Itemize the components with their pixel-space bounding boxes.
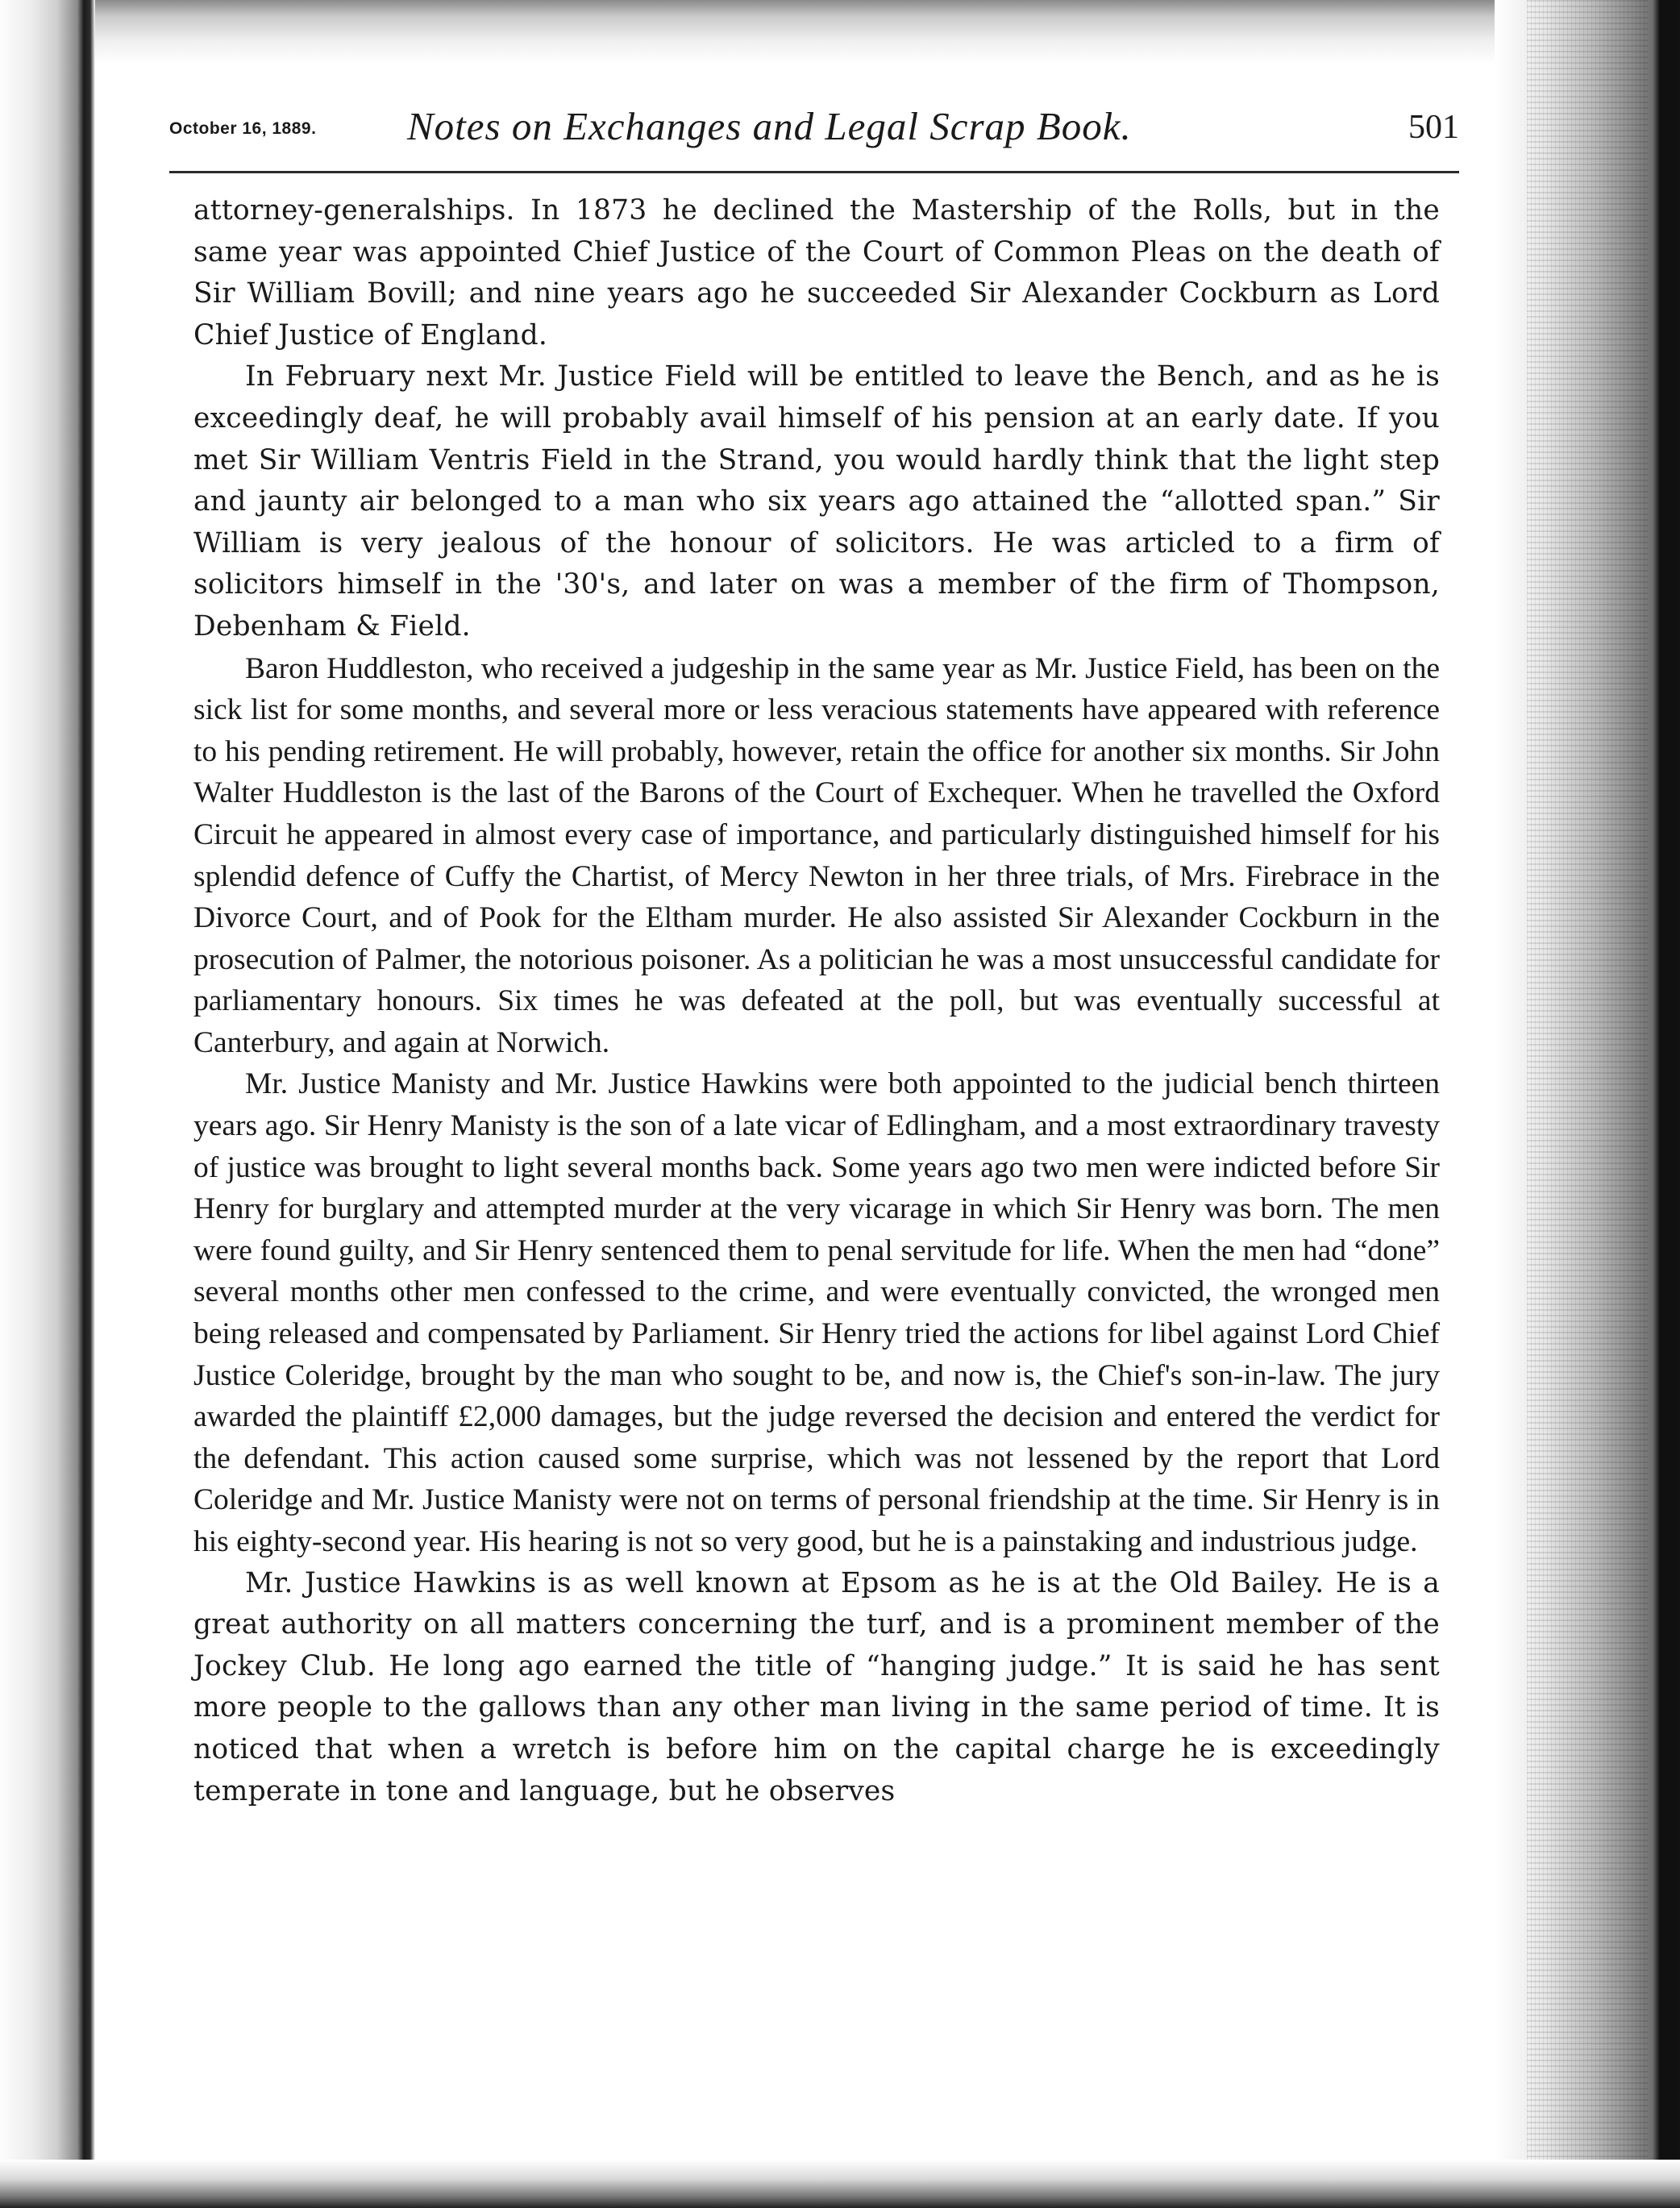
page-number: 501 <box>1408 109 1459 146</box>
running-head <box>169 103 1459 152</box>
paragraph-4: Mr. Justice Manisty and Mr. Justice Hawkins were both appointed to the judicial bench thirteen years ago. Sir Henry Manisty is the son of a late vicar of Edlingham, and a most extraordinary travesty of justice was brought to light several months back. Some years ago two men were indicted before Sir Henry for burglary and attempted murder at the very vicarage in which Sir Henry was born. The men were found guilty, and Sir Henry sentenced them to penal servitude for life. When the men had “done” several months other men confessed to the crime, and were eventually convicted, the wronged men being released and compensated by Parliament. Sir Henry tried the actions for libel against Lord Chief Justice Coleridge, brought by the man who sought to be, and now is, the Chief's son-in-law. The jury awarded the plaintiff £2,000 damages, but the judge reversed the decision and entered the verdict for the defendant. This action caused some surprise, which was not lessened by the report that Lord Coleridge and Mr. Justice Manisty were not on terms of personal friendship at the time. Sir Henry is in his eighty-second year. His hearing is not so very good, but he is a painstaking and industrious judge. <box>193 1067 1440 1558</box>
scan-right-speckle <box>1527 0 1648 2208</box>
scan-bottom-edge <box>0 2160 1680 2208</box>
publication-title: Notes on Exchanges and Legal Scrap Book. <box>407 104 1132 148</box>
scan-top-edge <box>0 0 1680 64</box>
paragraph-3: Baron Huddleston, who received a judgeship in the same year as Mr. Justice Field, has been on the sick list for some months, and several more or less veracious statements have appeared with reference to his pending retirement. He will probably, however, retain the office for another six months. Sir John Walter Huddleston is the last of the Barons of the Court of Exchequer. When he travelled the Oxford Circuit he appeared in almost every case of importance, and particularly distinguished himself for his splendid defence of Cuffy the Chartist, of Mercy Newton in her three trials, of Mrs. Firebrace in the Divorce Court, and of Pook for the Eltham murder. He also assisted Sir Alexander Cockburn in the prosecution of Palmer, the notorious poisoner. As a politician he was a most unsuccessful candidate for parliamentary honours. Six times he was defeated at the poll, but was eventually successful at Canterbury, and again at Norwich. <box>193 651 1440 1059</box>
paragraph-1: attorney-generalships. In 1873 he declined the Mastership of the Rolls, but in the same year was appointed Chief Justice of the Court of Common Pleas on the death of Sir William Bovill; and nine years ago he succeeded Sir Alexander Cockburn as Lord Chief Justice of England. <box>193 194 1440 351</box>
header-rule <box>169 171 1459 173</box>
scan-left-edge <box>0 0 95 2208</box>
article-body <box>193 190 1440 1812</box>
issue-date: October 16, 1889. <box>169 119 317 138</box>
paragraph-2: In February next Mr. Justice Field will be entitled to leave the Bench, and as he is exceedingly deaf, he will probably avail himself of his pension at an early date. If you met Sir William Ventris Field in the Strand, you would hardly think that the light step and jaunty air belonged to a man who six years ago attained the “allotted span.” Sir William is very jealous of the honour of solicitors. He was articled to a firm of solicitors himself in the '30's, and later on was a member of the firm of Thompson, Debenham & Field. <box>193 360 1440 642</box>
paragraph-5: Mr. Justice Hawkins is as well known at Epsom as he is at the Old Bailey. He is a great authority on all matters concerning the turf, and is a prominent member of the Jockey Club. He long ago earned the title of “hanging judge.” It is said he has sent more people to the gallows than any other man living in the same period of time. It is noticed that when a wretch is before him on the capital charge he is exceedingly temperate in tone and language, but he observes <box>193 1566 1440 1807</box>
